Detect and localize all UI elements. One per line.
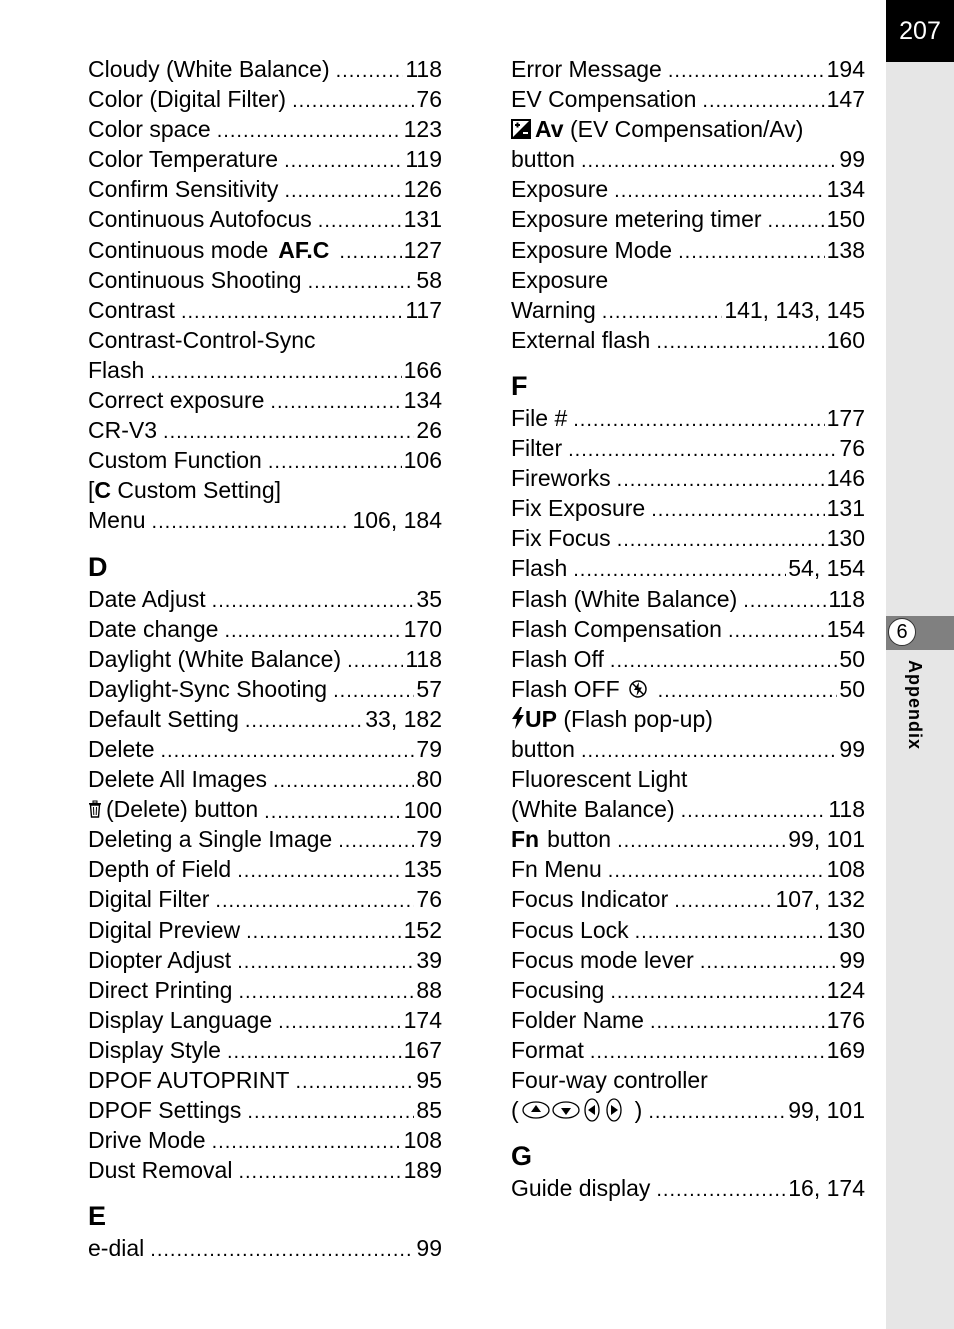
leader-dots (237, 947, 414, 977)
leader-dots (160, 736, 414, 766)
index-pages: 135 (403, 856, 442, 883)
leader-dots (656, 327, 824, 357)
section-letter-f: F (511, 370, 528, 401)
index-term: Diopter Adjust (88, 946, 232, 973)
index-pages: 147 (826, 86, 865, 113)
index-pages: 169 (826, 1036, 865, 1063)
index-entry (88, 584, 442, 614)
index-pages: 176 (826, 1006, 865, 1033)
index-pages: 80 (416, 766, 442, 793)
section-letter-d: D (88, 551, 108, 582)
index-pages: 189 (403, 1157, 442, 1184)
index-term: Color Temperature (88, 146, 279, 173)
index-pages: 138 (826, 236, 865, 263)
index-entry-line: Av (EV Compensation/Av) (511, 114, 865, 144)
index-entry: ( ) ..... 99, 101 (511, 1095, 865, 1125)
leader-dots (617, 525, 825, 555)
index-term: Fix Focus (511, 525, 611, 552)
leader-dots (668, 56, 825, 86)
index-entry (88, 975, 442, 1005)
leader-dots (212, 586, 415, 616)
index-entry (88, 1005, 442, 1035)
index-entry-line: Fluorescent Light (511, 766, 688, 793)
index-term: Flash (511, 555, 568, 582)
index-pages: 117 (405, 296, 442, 323)
index-term: Dust Removal (88, 1157, 233, 1184)
index-term: DPOF Settings (88, 1097, 242, 1124)
leader-dots (608, 856, 825, 886)
index-entry: Menu ..... 106, 184 (88, 505, 442, 535)
index-entry-line: Contrast-Control-Sync (88, 326, 316, 353)
index-entry (511, 1173, 865, 1203)
index-entry (511, 325, 865, 355)
chapter-label: Appendix (905, 660, 925, 751)
index-pages: 76 (416, 86, 442, 113)
leader-dots (338, 826, 414, 856)
leader-dots (268, 447, 402, 477)
index-entry (511, 493, 865, 523)
index-entry: (White Balance) ..... 118 (511, 794, 865, 824)
ev-compensation-icon (511, 119, 531, 139)
index-pages: 174 (403, 1006, 442, 1033)
leader-dots (224, 616, 401, 646)
index-entry (88, 674, 442, 704)
chapter-number: 6 (888, 618, 916, 646)
index-entry (88, 265, 442, 295)
index-pages: 119 (405, 146, 442, 173)
index-term: Exposure Mode (511, 236, 673, 263)
index-entry (511, 975, 865, 1005)
index-pages: 118 (828, 585, 865, 612)
index-term: Flash (White Balance) (511, 585, 738, 612)
index-pages: 99 (416, 1235, 442, 1262)
index-pages: 57 (416, 675, 442, 702)
index-entry (88, 614, 442, 644)
index-entry (88, 1095, 442, 1125)
leader-dots (215, 886, 414, 916)
leader-dots (702, 86, 824, 116)
index-pages: 130 (826, 525, 865, 552)
index-entry (88, 385, 442, 415)
index-entry-line: [C Custom Setting] (88, 477, 282, 504)
leader-dots (296, 1067, 415, 1097)
index-pages: 177 (826, 404, 865, 431)
index-entry: Flash OFF ..... 50 (511, 674, 865, 704)
index-term: Custom Function (88, 447, 262, 474)
leader-dots (237, 856, 401, 886)
index-entry (511, 854, 865, 884)
index-entry (88, 824, 442, 854)
leader-dots (278, 1007, 401, 1037)
index-pages: 167 (403, 1036, 442, 1063)
index-entry: Fn button ..... 99, 101 (511, 824, 865, 854)
index-entry (511, 433, 865, 463)
leader-dots (728, 616, 825, 646)
index-entry (88, 84, 442, 114)
index-term: Delete (88, 735, 155, 762)
index-entry (511, 235, 865, 265)
index-entry (511, 644, 865, 674)
index-term: Format (511, 1036, 584, 1063)
index-entry (88, 644, 442, 674)
leader-dots (614, 176, 824, 206)
index-entry (511, 174, 865, 204)
section-letter-e: E (88, 1201, 107, 1232)
index-term: Depth of Field (88, 856, 232, 883)
index-pages: 170 (403, 615, 442, 642)
index-pages: 26 (416, 417, 442, 444)
index-entry: Warning ..... 141, 143, 145 (511, 295, 865, 325)
index-term: Flash Compensation (511, 615, 722, 642)
section-letter-g: G (511, 1141, 533, 1172)
index-term: Exposure metering timer (511, 206, 762, 233)
leader-dots (650, 1007, 825, 1037)
index-pages: 54, 154 (788, 555, 865, 582)
index-term: CR-V3 (88, 417, 158, 444)
index-term: Focus Indicator (511, 886, 669, 913)
fn-symbol-icon: Fn (511, 826, 540, 853)
index-pages: 108 (826, 856, 865, 883)
index-term: Date Adjust (88, 585, 206, 612)
index-entry (511, 884, 865, 914)
index-term: Fix Exposure (511, 495, 646, 522)
index-pages: 160 (826, 326, 865, 353)
index-entry (88, 1125, 442, 1155)
leader-dots (347, 646, 403, 676)
index-entry-line: UP (Flash pop-up) (511, 704, 865, 734)
flash-off-icon (628, 679, 648, 699)
index-pages: 76 (416, 886, 442, 913)
index-pages: 131 (403, 206, 442, 233)
index-term: Contrast (88, 296, 175, 323)
index-pages: 131 (826, 495, 865, 522)
index-entry (88, 445, 442, 475)
index-term: Confirm Sensitivity (88, 176, 279, 203)
index-term: File # (511, 404, 568, 431)
leader-dots (292, 86, 414, 116)
index-term: Correct exposure (88, 387, 265, 414)
leader-dots (238, 977, 414, 1007)
index-pages: 134 (403, 387, 442, 414)
index-term: Delete All Images (88, 766, 267, 793)
index-pages: 58 (416, 266, 442, 293)
index-term: Digital Filter (88, 886, 210, 913)
index-entry (88, 114, 442, 144)
index-term: e-dial (88, 1235, 145, 1262)
index-entry (88, 54, 442, 84)
index-pages: 76 (839, 435, 865, 462)
leader-dots (610, 977, 824, 1007)
index-term: Deleting a Single Image (88, 826, 333, 853)
index-entry (88, 174, 442, 204)
index-pages: 79 (416, 826, 442, 853)
index-entry (511, 84, 865, 114)
index-pages: 194 (826, 56, 865, 82)
leader-dots (270, 387, 401, 417)
leader-dots (333, 676, 414, 706)
index-entry (511, 54, 865, 84)
index-pages: 88 (416, 976, 442, 1003)
index-pages: 95 (416, 1067, 442, 1093)
index-entry (88, 204, 442, 234)
index-pages: 150 (826, 206, 865, 233)
index-entry (511, 1005, 865, 1035)
index-entry (88, 1065, 442, 1095)
leader-dots (573, 555, 786, 585)
leader-dots (678, 237, 825, 267)
index-term: Daylight-Sync Shooting (88, 675, 328, 702)
index-entry (511, 553, 865, 583)
leader-dots (617, 465, 825, 495)
index-pages: 124 (826, 976, 865, 1003)
leader-dots (150, 1235, 414, 1265)
index-term: Drive Mode (88, 1127, 206, 1154)
index-entry-line: Four-way controller (511, 1067, 708, 1093)
index-pages: 106 (403, 447, 442, 474)
index-column-right (511, 54, 865, 1203)
index-pages: 108 (403, 1127, 442, 1154)
index-pages: 107, 132 (775, 886, 865, 913)
flash-bolt-icon (511, 707, 525, 729)
index-entry (511, 403, 865, 433)
index-entry (88, 854, 442, 884)
index-pages: 134 (826, 176, 865, 203)
index-entry (88, 1155, 442, 1185)
index-pages: 16, 174 (788, 1175, 865, 1202)
index-entry: Continuous mode AF.C ..... 127 (88, 235, 442, 265)
index-pages: 146 (826, 465, 865, 492)
index-term: Date change (88, 615, 219, 642)
index-term: Focus Lock (511, 916, 629, 943)
leader-dots (245, 706, 363, 736)
leader-dots (284, 146, 403, 176)
leader-dots (656, 1175, 786, 1205)
index-entry (88, 704, 442, 734)
index-term: Display Style (88, 1036, 221, 1063)
index-term: Fn Menu (511, 856, 602, 883)
index-term: External flash (511, 326, 651, 353)
index-term: Focusing (511, 976, 605, 1003)
leader-dots (674, 886, 773, 916)
index-pages: 126 (403, 176, 442, 203)
leader-dots (284, 176, 401, 206)
leader-dots (651, 495, 824, 525)
leader-dots (308, 267, 415, 297)
index-entry (511, 204, 865, 234)
leader-dots (238, 1157, 401, 1187)
index-term: Folder Name (511, 1006, 644, 1033)
trash-icon (88, 800, 102, 818)
leader-dots (568, 435, 837, 465)
index-entry (511, 584, 865, 614)
leader-dots (181, 297, 403, 327)
index-term: Continuous Shooting (88, 266, 302, 293)
leader-dots (227, 1037, 402, 1067)
leader-dots (246, 917, 402, 947)
index-term: Guide display (511, 1175, 651, 1202)
index-pages: 35 (416, 585, 442, 612)
index-term: Default Setting (88, 705, 239, 732)
av-symbol-icon: Av (535, 116, 564, 143)
index-term: Digital Preview (88, 916, 241, 943)
leader-dots (700, 947, 838, 977)
leader-dots (590, 1037, 825, 1067)
index-entry (88, 1233, 442, 1263)
index-entry (88, 884, 442, 914)
index-entry: Flash ..... 166 (88, 355, 442, 385)
index-entry (88, 144, 442, 174)
index-term: Display Language (88, 1006, 273, 1033)
index-entry-line: Exposure (511, 266, 609, 293)
index-entry (88, 915, 442, 945)
index-entry (511, 523, 865, 553)
index-term: Exposure (511, 176, 609, 203)
leader-dots (610, 646, 838, 676)
four-way-controller-icon (521, 1098, 633, 1122)
index-pages: 152 (403, 916, 442, 943)
index-term: Focus mode lever (511, 946, 694, 973)
index-pages: 39 (416, 946, 442, 973)
index-entry: (Delete) button ..... 100 (88, 794, 442, 824)
index-entry (88, 1035, 442, 1065)
index-column-left (88, 54, 442, 1263)
leader-dots (573, 405, 824, 435)
index-pages: 33, 182 (365, 705, 442, 732)
index-term: Continuous Autofocus (88, 206, 312, 233)
index-entry (88, 945, 442, 975)
index-pages: 118 (405, 645, 442, 672)
leader-dots (247, 1097, 414, 1127)
index-entry: button ..... 99 (511, 734, 865, 764)
af-c-symbol-icon: AF.C (278, 236, 330, 263)
index-term: Cloudy (White Balance) (88, 56, 330, 82)
index-pages: 85 (416, 1097, 442, 1124)
index-pages: 123 (403, 116, 442, 143)
index-term: Flash Off (511, 645, 604, 672)
index-entry (88, 734, 442, 764)
custom-c-icon: C (94, 477, 112, 504)
leader-dots (318, 206, 402, 236)
index-entry (88, 764, 442, 794)
index-entry (511, 945, 865, 975)
leader-dots (336, 56, 404, 86)
index-pages: 79 (416, 735, 442, 762)
page-number: 207 (886, 0, 954, 62)
index-entry (511, 463, 865, 493)
index-term: Fireworks (511, 465, 611, 492)
index-term: Color space (88, 116, 211, 143)
index-term: Daylight (White Balance) (88, 645, 342, 672)
index-term: DPOF AUTOPRINT (88, 1067, 290, 1093)
index-pages: 50 (839, 645, 865, 672)
index-term: Error Message (511, 56, 662, 82)
leader-dots (217, 116, 402, 146)
leader-dots (635, 917, 825, 947)
flash-up-symbol-icon: UP (525, 705, 557, 732)
index-term: Filter (511, 435, 563, 462)
index-pages: 130 (826, 916, 865, 943)
leader-dots (743, 586, 826, 616)
index-entry (511, 1035, 865, 1065)
index-entry (511, 614, 865, 644)
index-term: Color (Digital Filter) (88, 86, 287, 113)
index-entry (88, 415, 442, 445)
leader-dots (273, 766, 414, 796)
index-term: EV Compensation (511, 86, 697, 113)
index-entry: button ..... 99 (511, 144, 865, 174)
index-entry (511, 915, 865, 945)
index-pages: 99 (839, 946, 865, 973)
leader-dots (768, 206, 825, 236)
index-pages: 118 (405, 56, 442, 82)
leader-dots (212, 1127, 402, 1157)
index-term: Direct Printing (88, 976, 233, 1003)
leader-dots (163, 417, 414, 447)
index-pages: 154 (826, 615, 865, 642)
index-entry (88, 295, 442, 325)
